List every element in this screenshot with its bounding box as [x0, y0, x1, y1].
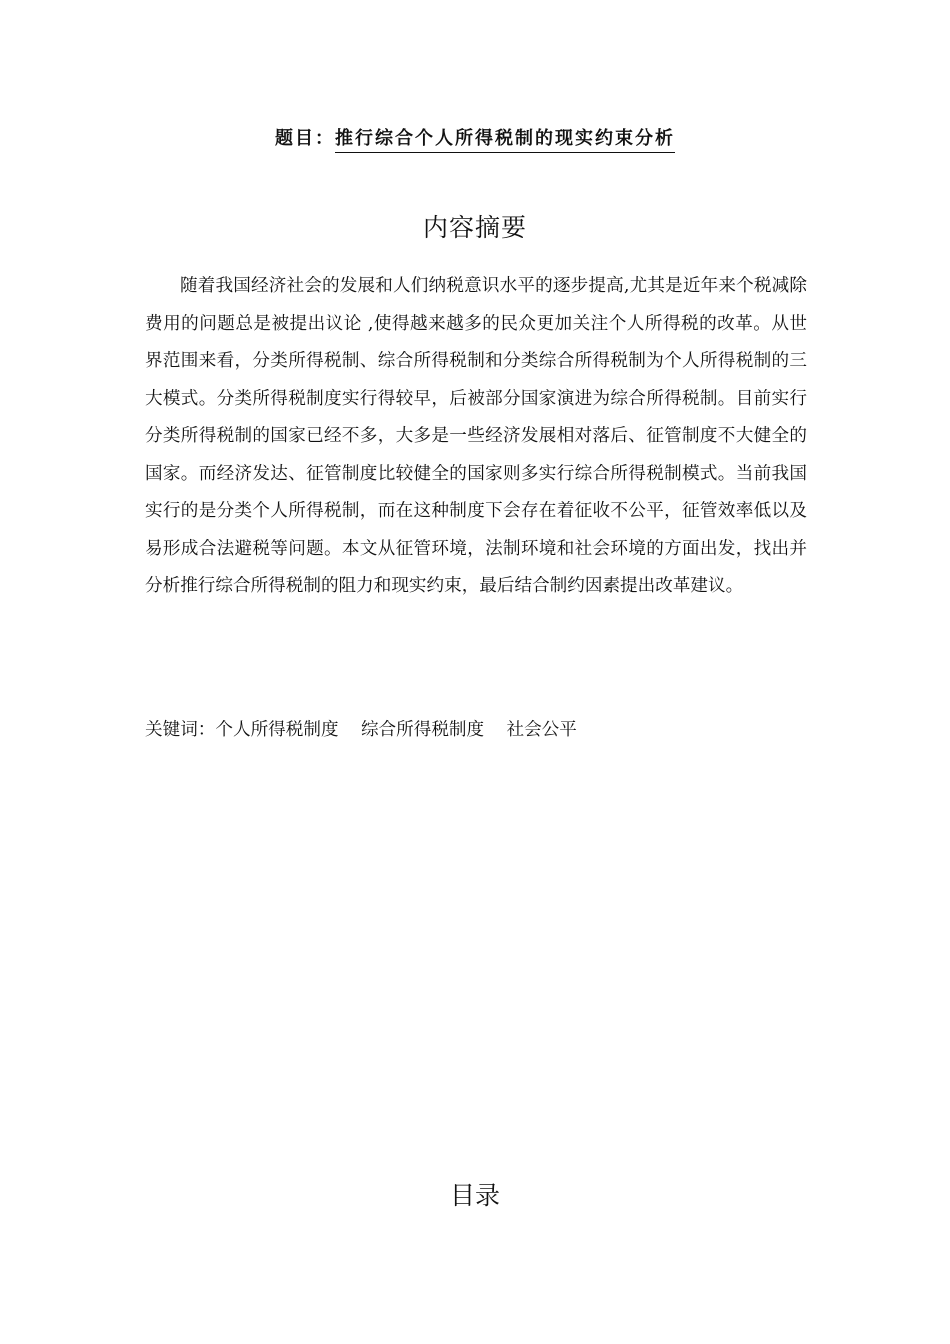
abstract-body: 随着我国经济社会的发展和人们纳税意识水平的逐步提高,尤其是近年来个税减除费用的问题总是被提出议论 ,使得越来越多的民众更加关注个人所得税的改革。从世界范围来看，分类所得税制、综合所得税制和分类综合所得税制为个人所得税制的三大模式。分类所得税制度实行得较早，后被部分国家演进为综合所得税制。目前实行分类所得税制的国家已经不多，大多是一些经济发展相对落后、征管制度不大健全的国家。而经济发达、征管制度比较健全的国家则多实行综合所得税制模式。当前我国实行的是分类个人所得税制，而在这种制度下会存在着征收不公平，征管效率低以及易形成合法避税等问题。本文从征管环境，法制环境和社会环境的方面出发，找出并分析推行综合所得税制的阻力和现实约束，最后结合制约因素提出改革建议。 — [145, 276, 807, 596]
keyword-item: 综合所得税制度 — [360, 720, 485, 740]
keyword-item: 个人所得税制度 — [215, 720, 339, 740]
document-title: 推行综合个人所得税制的现实约束分析 — [335, 128, 675, 153]
abstract-heading: 内容摘要 — [422, 213, 527, 242]
keywords-line — [145, 716, 807, 741]
toc-heading: 目录 — [449, 1181, 500, 1210]
keyword-item: 社会公平 — [506, 720, 577, 740]
keywords-label: 关键词： — [145, 720, 216, 740]
title-prefix: 题目： — [275, 128, 335, 149]
document-title-line — [0, 124, 950, 150]
